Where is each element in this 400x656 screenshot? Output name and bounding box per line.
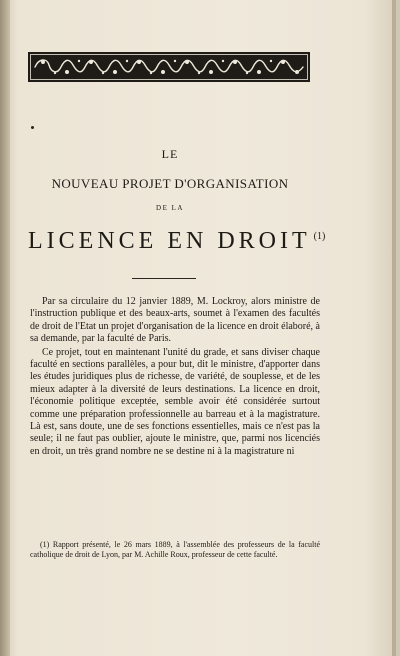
footnote bbox=[30, 540, 320, 560]
page-title-text: LICENCE EN DROIT bbox=[28, 228, 311, 254]
page-edge bbox=[392, 0, 396, 656]
paragraph-2: Ce projet, tout en maintenant l'unité du grade, et sans diviser chaque faculté en sections parallèles, a pour but, dit le ministre, d'apporter dans les études juridiques plus de richesse, de variété, de souplesse, et de les mieux adapter à la diversité de leurs destinations. La licence en droit, l'économie politique exceptée, semble avoir été considérée surtout comme une préparation professionnelle au barreau et à la magistrature. Là est, sans doute, une de ses fonctions essentielles, mais ce n'est pas la seule; il ne faut pas oublier, ajoute le ministre, que, parmi nos licenciés en droit, un très grand nombre ne se destine ni à la magistrature ni bbox=[30, 346, 320, 457]
paragraph-1: Par sa circulaire du 12 janvier 1889, M. Lockroy, alors ministre de l'instruction publique et des beaux-arts, soumet à l'examen des facultés de droit de l'Etat un projet d'organisation de la licence en droit élaboré, à sa demande, par la faculté de Paris. bbox=[30, 296, 320, 345]
article-body bbox=[30, 296, 320, 458]
page-title bbox=[28, 228, 328, 255]
title-divider bbox=[132, 278, 196, 279]
title-line-subject: NOUVEAU PROJET D'ORGANISATION bbox=[51, 176, 289, 191]
footnote-text: (1) Rapport présenté, le 26 mars 1889, à l'assemblée des professeurs de la faculté catholique de droit de Lyon, par M. Achille Roux, professeur de cette faculté. bbox=[30, 540, 320, 559]
title-line-connector: DE LA bbox=[156, 204, 184, 212]
floral-scroll-ornament-icon bbox=[28, 52, 310, 82]
footnote-reference: (1) bbox=[313, 231, 326, 242]
book-spine-shadow bbox=[0, 0, 10, 656]
ink-speck bbox=[31, 126, 34, 129]
title-line-article: LE bbox=[161, 147, 179, 161]
